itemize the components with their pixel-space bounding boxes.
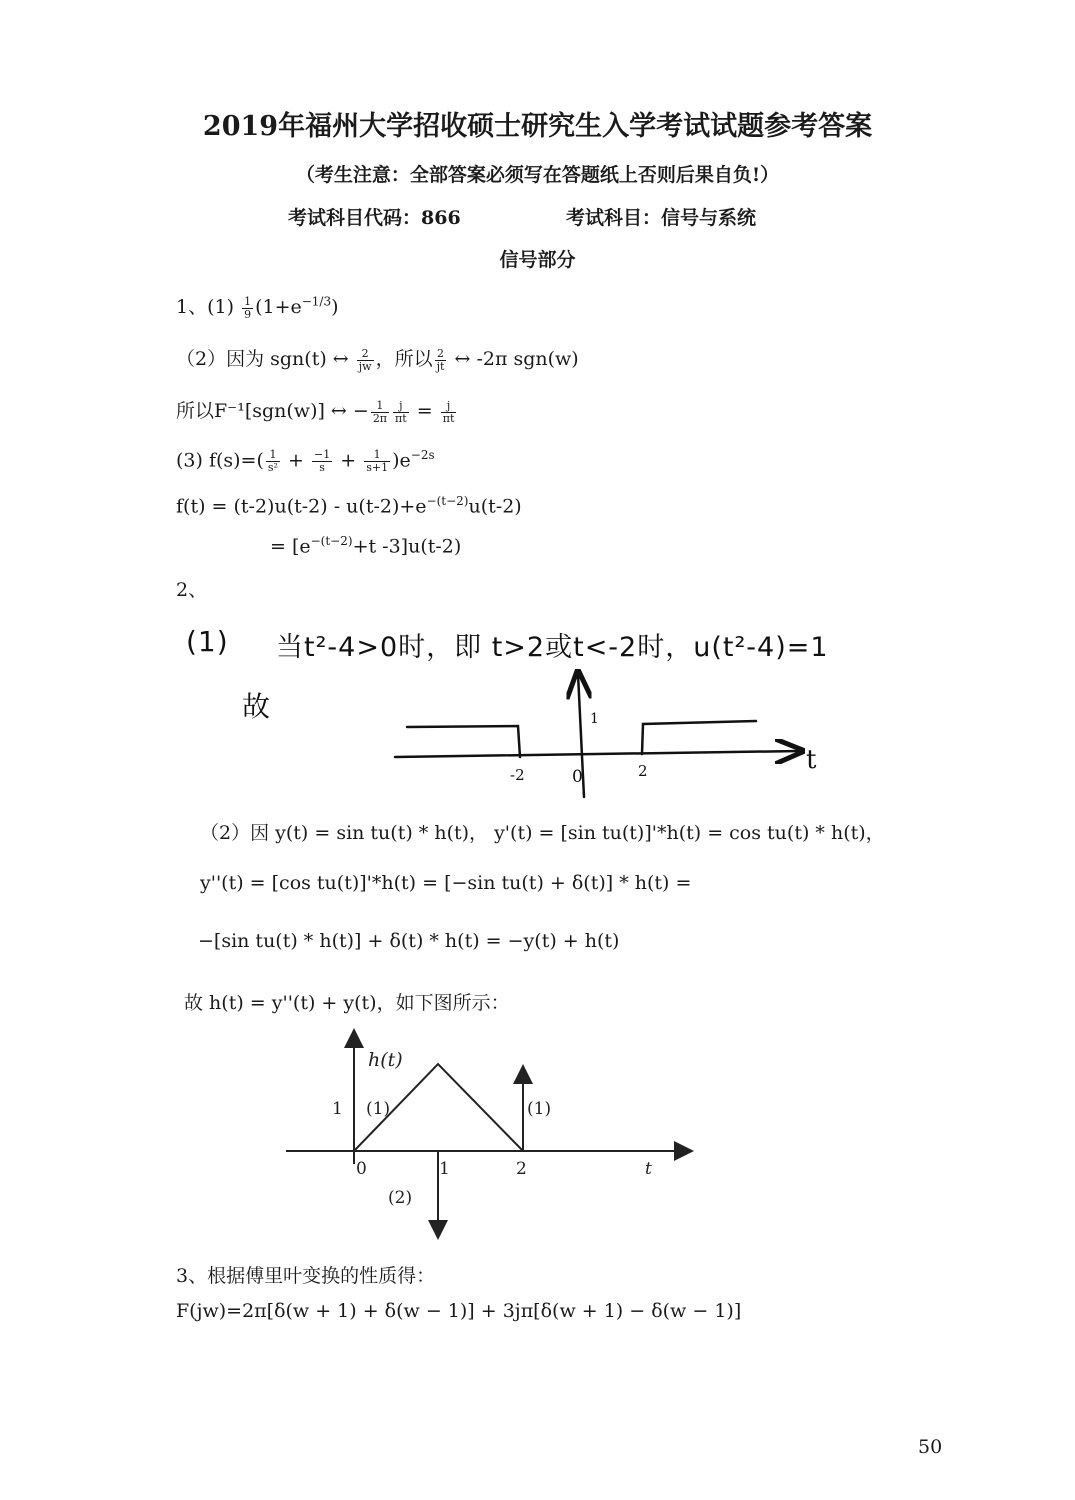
- q2-part2-line1: （2）因 y(t) = sin tu(t) * h(t)， y'(t) = [sin tu(t)]'*h(t) = cos tu(t) * h(t)，: [200, 822, 885, 844]
- q1-part1-exponent: −1/3: [301, 294, 332, 309]
- ft-line-2: = [$e^{-(t-2)}+t$ -3]u(t-2): [270, 534, 462, 558]
- fraction-2-jw: $\frac{2}{jw}$: [358, 346, 372, 373]
- h-plot-y-label: h(t): [368, 1049, 403, 1071]
- fraction-2-jt: $\frac{2}{jt}$: [436, 346, 445, 373]
- q2-handwritten-condition: 当t²-4>0时，即 t>2或t<-2时，u(t²-4)=1: [276, 632, 829, 663]
- h-plot-x-tick-2: 2: [516, 1159, 527, 1179]
- q1-part3: (3) f(s)=( $\frac{1}{\text{s²}}$ + $\frac{-1}{s}$ + $\frac{1}{s+1}$ )$e^{-2s}$: [176, 447, 435, 474]
- fraction-1-s1: $\frac{1}{s+1}$: [366, 447, 389, 474]
- step-plot-y-tick-1: 1: [590, 711, 599, 727]
- q1-part1: 1、(1) $\frac{1}{9}$ $(1+e^{-1/3})$: [176, 294, 339, 321]
- q3-line2: F(jw)=2π[δ(w + 1) + δ(w − 1)] + 3jπ[δ(w + 1) − δ(w − 1)]: [176, 1300, 742, 1322]
- exam-notice: （考生注意：全部答案必须写在答题纸上否则后果自负!）: [295, 164, 780, 186]
- fraction-1-2pi: $\frac{1}{2\pi}$: [372, 398, 388, 425]
- q1-part1-label: 1、(1): [176, 296, 235, 318]
- q1-part1-expr: (1+e: [255, 296, 302, 318]
- q2-part2-line2: y''(t) = [cos tu(t)]'*h(t) = [−sin tu(t) + δ(t)] * h(t) =: [200, 872, 692, 894]
- subject-code: 考试科目代码：866: [288, 207, 461, 229]
- h-plot-x-label: t: [645, 1159, 652, 1179]
- h-plot-y-tick-1: 1: [332, 1099, 343, 1119]
- q2-label: 2、: [176, 579, 208, 601]
- q1-part2: （2）因为 sgn(t) ↔ $\frac{2}{jw}$ ，所以 $\frac{2}{jt}$ ↔ -2π sgn(w): [176, 346, 579, 373]
- q1-part1-fraction: $\frac{1}{9}$: [244, 294, 252, 321]
- page-title: 2019年福州大学招收硕士研究生入学考试试题参考答案: [202, 111, 873, 142]
- q2-handwritten-therefore: 故: [242, 690, 272, 723]
- q1-part2-result: 所以F⁻¹[sgn(w)] ↔ − $\frac{1}{2\pi}$ $\frac{j}{\pi t}$ = $\frac{j}{\pi t}$: [176, 398, 455, 425]
- q2-part2-line3: −[sin tu(t) * h(t)] + δ(t) * h(t) = −y(t) + h(t): [198, 930, 620, 952]
- h-plot-impulse-label-neg: (2): [388, 1188, 413, 1208]
- q2-part2-line4: 故 h(t) = y''(t) + y(t)，如下图所示：: [184, 992, 510, 1014]
- step-plot-x-tick-2: 2: [638, 762, 648, 780]
- fraction-j-pit-result: $\frac{j}{\pi t}$: [442, 398, 455, 425]
- q2-handwritten-part1-label: (1): [186, 625, 229, 658]
- fraction-j-pit: $\frac{j}{\pi t}$: [395, 398, 407, 425]
- fraction-neg1-s: $\frac{-1}{s}$: [313, 447, 331, 474]
- step-plot-x-tick-neg2: -2: [510, 766, 525, 784]
- step-plot-x-label: t: [806, 745, 817, 775]
- page-number: 50: [918, 1436, 943, 1458]
- section-heading: 信号部分: [499, 249, 576, 271]
- h-plot-x-tick-1: 1: [439, 1159, 450, 1179]
- step-plot-x-tick-0: 0: [572, 767, 583, 787]
- q3-line1: 3、根据傅里叶变换的性质得：: [176, 1265, 436, 1287]
- ft-line-1: $f(t) = (t-2)u(t-2) - u(t-2)+e^{-(t-2)}u(t-2)$: [176, 494, 522, 518]
- subject-name: 考试科目：信号与系统: [566, 207, 757, 229]
- h-plot-impulse-label-2: (1): [527, 1099, 552, 1119]
- h-plot-impulse-label-1: (1): [366, 1099, 391, 1119]
- h-plot-x-tick-0: 0: [356, 1159, 367, 1179]
- fraction-1-s2: $\frac{1}{\text{s²}}$: [267, 447, 278, 474]
